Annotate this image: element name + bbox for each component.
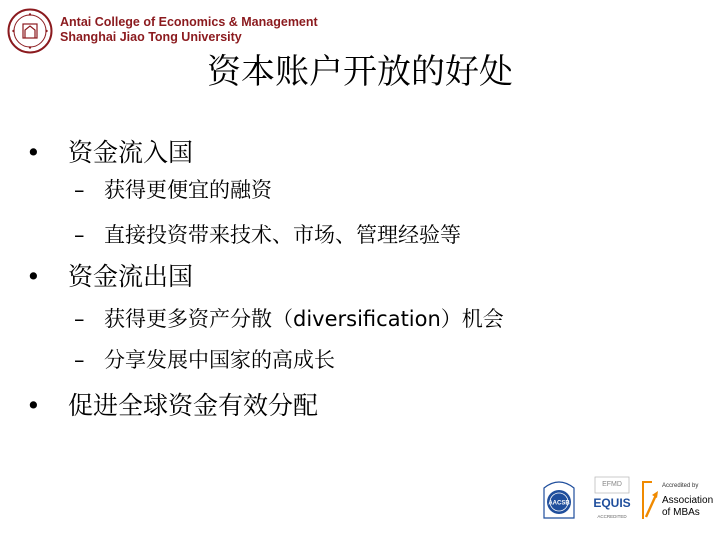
sub-bullet-item (74, 347, 335, 373)
equis-bottom-label: ACCREDITED (597, 514, 627, 519)
dash-icon: – (74, 223, 85, 247)
aacsb-label: AACSB (548, 500, 570, 507)
amba-line1: Association (662, 495, 714, 506)
aacsb-badge-icon (540, 474, 578, 522)
bullet-item (26, 138, 193, 168)
sub-bullet-item (74, 306, 504, 332)
equis-label: EQUIS (593, 496, 631, 510)
sub-bullet-text: 直接投资带来技术、市场、管理经验等 (104, 223, 461, 247)
bullet-dot-icon: • (26, 391, 41, 420)
bullet-dot-icon: • (26, 138, 41, 167)
university-seal-icon (7, 8, 53, 54)
bullet-text: 促进全球资金有效分配 (68, 391, 319, 420)
school-name-line1: Antai College of Economics & Management (60, 15, 318, 29)
sub-bullet-text: 获得更便宜的融资 (104, 178, 272, 202)
sub-bullet-text: 获得更多资产分散（diversification）机会 (104, 307, 504, 331)
bullet-text: 资金流入国 (68, 138, 194, 167)
school-name-line2: Shanghai Jiao Tong University (60, 30, 242, 44)
sub-bullet-text: 分享发展中国家的高成长 (104, 348, 335, 372)
dash-icon: – (74, 307, 85, 331)
bullet-text: 资金流出国 (68, 262, 194, 291)
amba-top-label: Accredited by (662, 483, 699, 489)
bullet-item (26, 262, 193, 292)
equis-top-label: EFMD (602, 481, 622, 488)
sub-bullet-item (74, 177, 272, 203)
dash-icon: – (74, 178, 85, 202)
bullet-dot-icon: • (26, 262, 41, 291)
sub-bullet-item (74, 222, 461, 248)
slide-title: 资本账户开放的好处 (207, 52, 513, 92)
dash-icon: – (74, 348, 85, 372)
amba-badge-icon (640, 477, 714, 523)
school-name (60, 15, 318, 45)
equis-badge-icon (589, 471, 635, 529)
amba-line2: of MBAs (662, 507, 700, 518)
bullet-item (26, 391, 318, 421)
